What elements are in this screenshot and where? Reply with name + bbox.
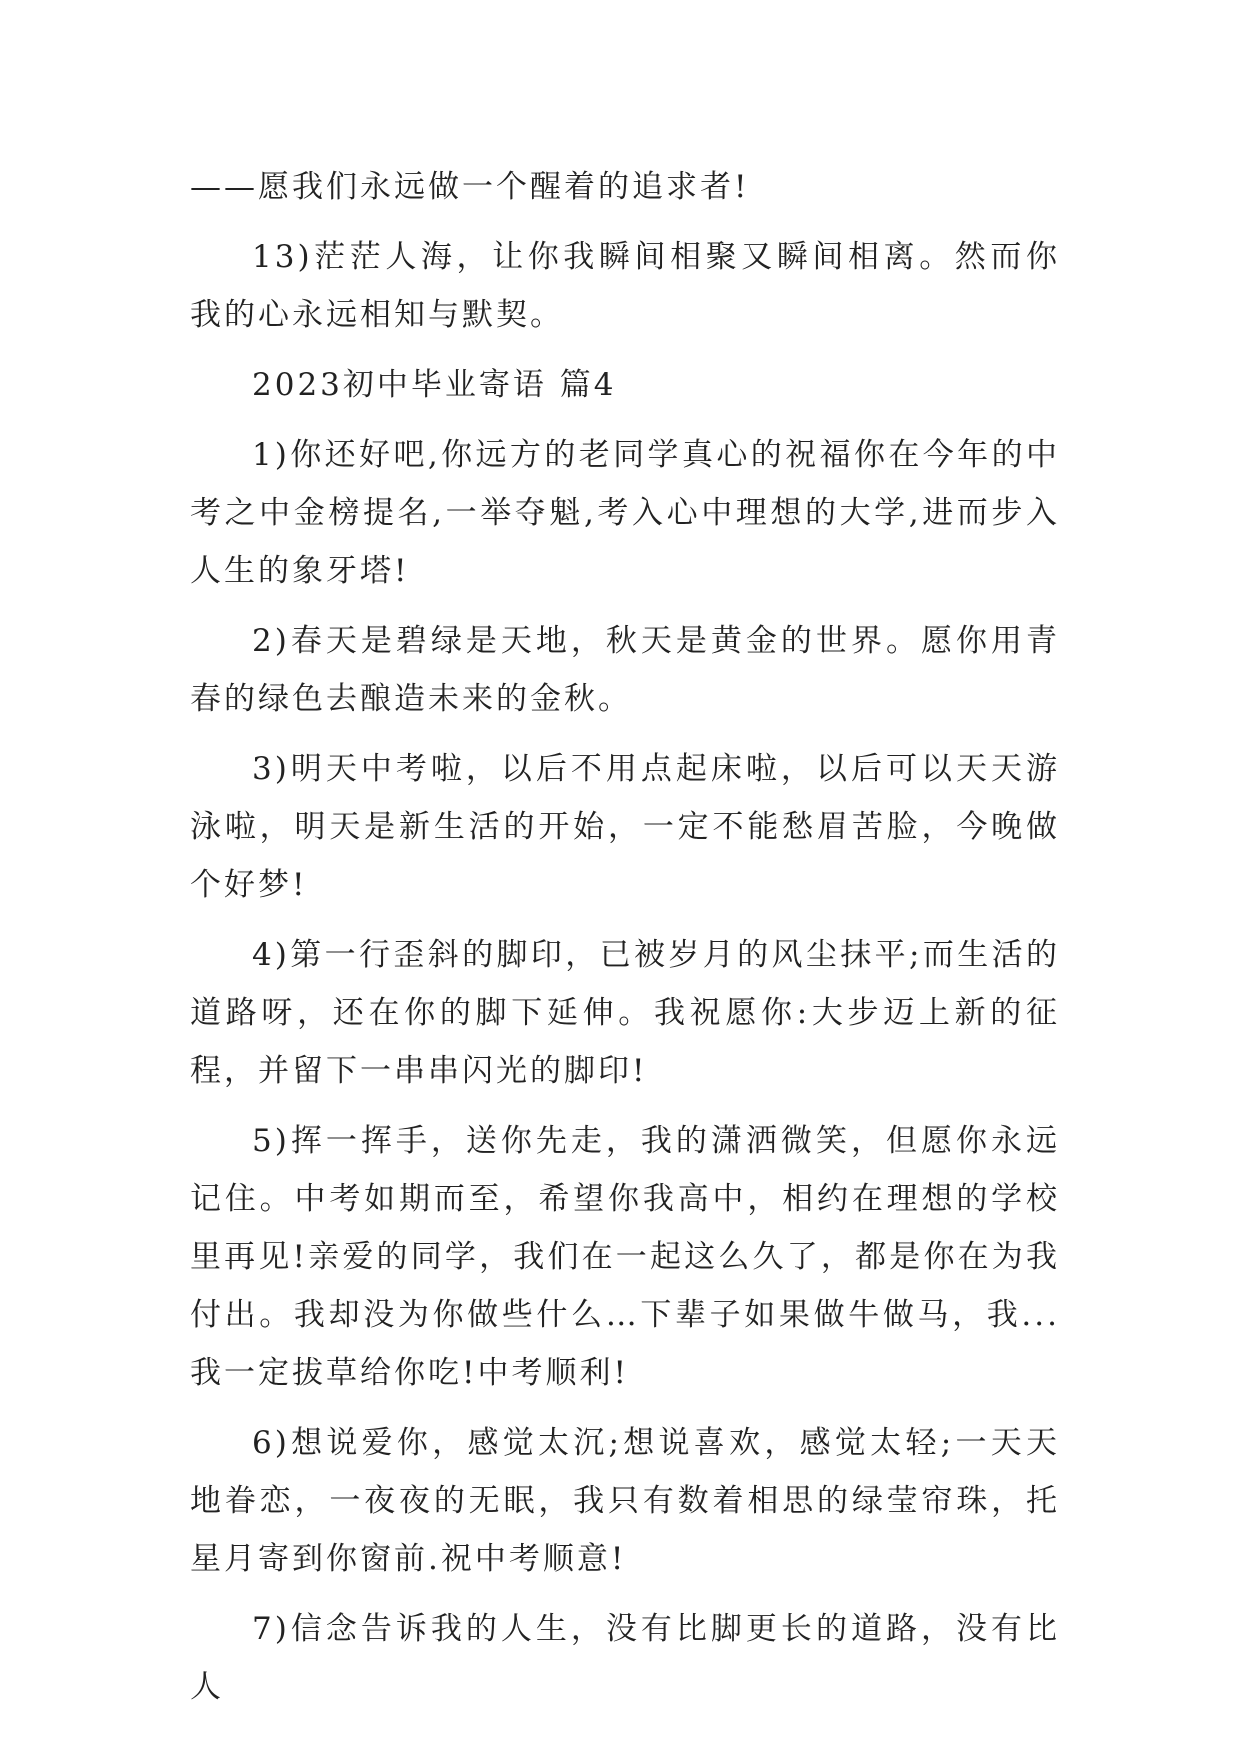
paragraph-item-2: 2)春天是碧绿是天地，秋天是黄金的世界。愿你用青春的绿色去酿造未来的金秋。 [190,623,1060,717]
document-body [190,158,1060,1716]
paragraph-item-13: 13)茫茫人海，让你我瞬间相聚又瞬间相离。然而你我的心永远相知与默契。 [190,239,1060,333]
paragraph-item-4: 4)第一行歪斜的脚印，已被岁月的风尘抹平;而生活的道路呀，还在你的脚下延伸。我祝愿你:大步迈上新的征程，并留下一串串闪光的脚印! [190,937,1060,1089]
paragraph-closing-line: ——愿我们永远做一个醒着的追求者! [190,169,750,205]
paragraph-item-6: 6)想说爱你，感觉太沉;想说喜欢，感觉太轻;一天天地眷恋，一夜夜的无眠，我只有数着相思的绿莹帘珠，托星月寄到你窗前.祝中考顺意! [190,1425,1060,1577]
paragraph-item-3: 3)明天中考啦，以后不用点起床啦，以后可以天天游泳啦，明天是新生活的开始，一定不能愁眉苦脸，今晚做个好梦! [190,751,1060,903]
paragraph-item-1: 1)你还好吧,你远方的老同学真心的祝福你在今年的中考之中金榜提名,一举夺魁,考入心中理想的大学,进而步入人生的象牙塔! [190,437,1060,589]
paragraph-item-7: 7)信念告诉我的人生，没有比脚更长的道路，没有比人 [190,1611,1060,1705]
paragraph-item-5: 5)挥一挥手，送你先走，我的潇洒微笑，但愿你永远记住。中考如期而至，希望你我高中，相约在理想的学校里再见!亲爱的同学，我们在一起这么久了，都是你在为我付出。我却没为你做些什么…下辈子如果做牛做马，我...我一定拔草给你吃!中考顺利! [190,1123,1060,1391]
section-heading: 2023初中毕业寄语 篇4 [252,367,617,403]
